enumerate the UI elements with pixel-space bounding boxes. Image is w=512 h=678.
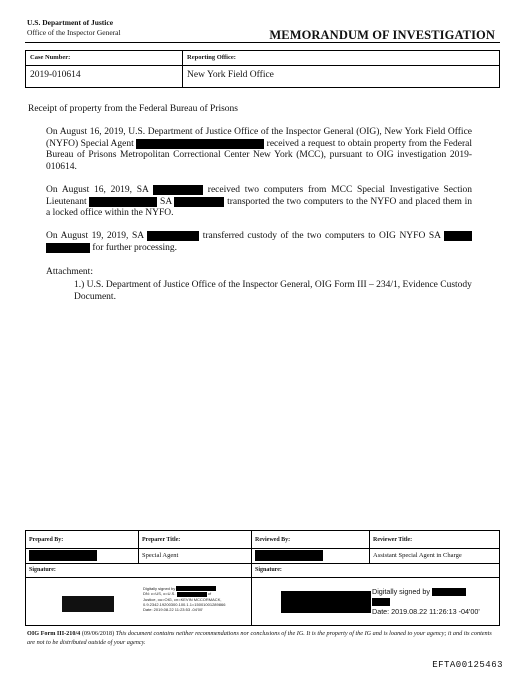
digital-signature-right	[372, 587, 498, 617]
digsig-left-line3: Justice, ou=OIG, cn=KEVIN MCCORMACK,	[143, 596, 222, 602]
case-number-cell	[26, 51, 183, 87]
memo-subject: Receipt of property from the Federal Bureau of Prisons	[28, 104, 238, 114]
reporting-office-value: New York Field Office	[187, 70, 274, 80]
digsig-right-line2: Date: 2019.08.22 11:26:13 -04'00'	[372, 607, 480, 616]
document-id: EFTA00125463	[432, 660, 503, 670]
header-rule	[25, 42, 500, 43]
redaction-block	[281, 591, 371, 613]
paragraph-3-text-a: On August 19, 2019, SA	[46, 231, 144, 242]
redaction-block	[432, 588, 466, 596]
memo-title: MEMORANDUM OF INVESTIGATION	[269, 28, 495, 42]
digital-signature-left	[143, 586, 251, 612]
redaction-block	[62, 596, 114, 612]
preparer-title-label: Preparer Title:	[142, 537, 181, 543]
reviewer-title-value: Assistant Special Agent in Charge	[373, 552, 462, 559]
redaction-block	[29, 550, 97, 561]
paragraph-1-text-b: received a request to obtain property from the Federal Bureau of Prisons Metropolitan Correctional Center New York (MCC), pursuant to OIG investigation 2019-010614.	[46, 138, 472, 172]
redaction-block	[174, 197, 224, 207]
redaction-block	[147, 231, 199, 241]
reviewed-by-label: Reviewed By:	[255, 537, 291, 543]
digsig-left-line2: DN: c=US, o=U.S.	[143, 591, 176, 597]
agency-name: U.S. Department of Justice	[27, 18, 114, 27]
digsig-left-line5: Date: 2019.08.22 11:23:53 -04'00'	[143, 606, 203, 612]
paragraph-2-text-c: SA	[160, 196, 172, 207]
paragraph-3-text-c: for further processing.	[92, 242, 178, 253]
signature-label-left: Signature:	[29, 567, 56, 573]
form-id: OIG Form III-210/4	[27, 630, 81, 637]
redaction-block	[46, 243, 90, 253]
reporting-office-label: Reporting Office:	[187, 54, 236, 61]
redaction-block	[153, 185, 203, 195]
paragraph-1-text-a: On August 16, 2019, U.S. Department of Justice Office of the Inspector General (OIG), New York Field Office (NYFO) Special Agent	[46, 127, 472, 149]
prepared-by-label: Prepared By:	[29, 537, 64, 543]
column-divider	[369, 531, 370, 563]
digsig-left-of: of	[207, 591, 212, 597]
case-number-value: 2019-010614	[30, 70, 81, 80]
distribution-notice: This document contains neither recommendations nor conclusions of the IG. It is the property of the IG and is loaned to your agency; it and its contents are not to be distributed outside of your agency.	[27, 630, 492, 646]
agency-header	[27, 18, 121, 38]
digsig-left-line1: Digitally signed by	[143, 586, 176, 591]
reporting-office-cell	[183, 51, 499, 87]
case-box-divider	[26, 65, 499, 66]
redaction-block	[136, 139, 264, 149]
signature-block	[25, 530, 500, 626]
paragraph-2-text-a: On August 16, 2019, SA	[46, 185, 149, 196]
column-divider	[138, 531, 139, 563]
redaction-block	[255, 550, 323, 561]
case-number-label: Case Number:	[30, 54, 71, 61]
preparer-title-value: Special Agent	[142, 552, 179, 559]
attachment-label: Attachment:	[46, 267, 93, 277]
paragraph-1	[46, 127, 472, 173]
redaction-block	[444, 231, 472, 241]
signature-label-right: Signature:	[255, 567, 282, 573]
paragraph-2	[46, 185, 472, 220]
form-footer	[27, 630, 497, 647]
office-name: Office of the Inspector General	[27, 28, 121, 37]
paragraph-2-text-d: transported the two computers to the NYFO and placed them in a locked office within the NYFO.	[46, 196, 472, 219]
reviewer-title-label: Reviewer Title:	[373, 537, 413, 543]
column-divider	[251, 531, 252, 625]
attachment-item-1: 1.) U.S. Department of Justice Office of the Inspector General, OIG Form III – 234/1, Evidence Custody Document.	[74, 280, 472, 302]
redaction-block	[89, 197, 157, 207]
paragraph-3	[46, 231, 472, 254]
paragraph-2-text-b: received two computers from MCC Special Investigative Section Lieutenant	[46, 185, 473, 207]
case-info-box	[25, 50, 500, 88]
digsig-right-line1: Digitally signed by	[372, 587, 430, 596]
paragraph-3-text-b: transferred custody of the two computers to OIG NYFO SA	[202, 231, 441, 242]
digsig-left-line4: 0.9.2342.19200300.100.1.1=15001001289866	[143, 601, 226, 607]
form-date: (09/06/2018)	[81, 630, 115, 637]
redaction-block	[372, 598, 390, 606]
